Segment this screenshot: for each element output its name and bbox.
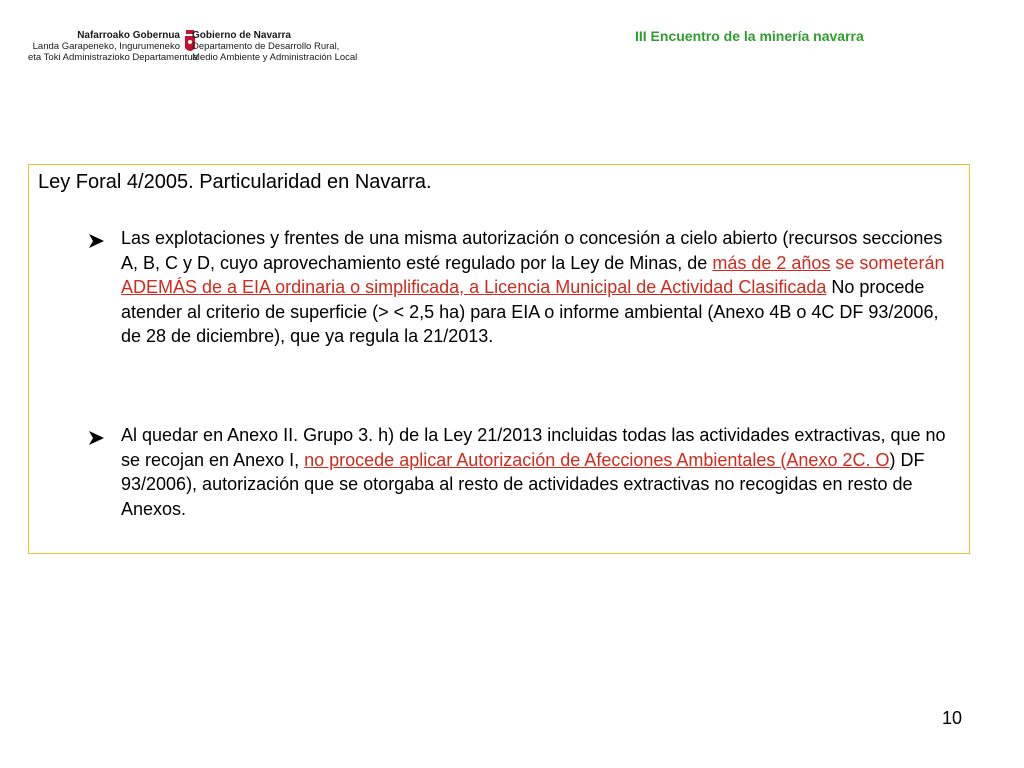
- page-number: 10: [942, 708, 963, 728]
- bullet1-highlight-1: más de 2 años: [712, 252, 831, 273]
- logo-navarra-line2: Departamento de Desarrollo Rural,: [192, 41, 340, 52]
- arrow-bullet-icon: [88, 430, 106, 446]
- arrow-bullet-icon: [88, 233, 106, 249]
- event-title: III Encuentro de la minería navarra: [635, 28, 864, 44]
- logo-navarra-line1: Gobierno de Navarra: [192, 30, 291, 41]
- logo-basque-line2: Landa Garapeneko, Ingurumeneko: [32, 41, 180, 52]
- logo-nafarroako-gobernua: [28, 30, 196, 64]
- bullet1-highlight-2: ADEMÁS de a EIA ordinaria o simplificada, a Licencia Municipal de Actividad Clasificada: [121, 277, 827, 298]
- logo-basque-text: [28, 30, 198, 63]
- logo-navarra-line3: Medio Ambiente y Administración Local: [192, 52, 358, 63]
- logo-gobierno-de-navarra: [188, 30, 363, 64]
- logo-basque-line1: Nafarroako Gobernua: [77, 30, 180, 41]
- bullet2-text-2: ) DF 93/2006), autorización que se otorgaba al resto de actividades extractivas no recogidas en resto de Anexos.: [121, 449, 925, 519]
- bullet1-red-text: se someterán: [830, 252, 945, 273]
- bullet-paragraph-1: [121, 226, 963, 349]
- logo-basque-line3: eta Toki Administrazioko Departamentua: [28, 52, 198, 63]
- bullet2-highlight-1: no procede aplicar Autorización de Afecciones Ambientales (Anexo 2C. O: [304, 449, 890, 470]
- bullet1-text-1: Las explotaciones y frentes de una misma autorización o concesión a cielo abierto (recursos secciones A, B, C y D, cuyo aprovechamiento esté regulado por la Ley de Minas, de: [121, 228, 943, 273]
- slide-heading: Ley Foral 4/2005. Particularidad en Navarra.: [38, 171, 432, 193]
- logo-navarra-text: [192, 30, 357, 63]
- bullet-paragraph-2: [121, 423, 963, 521]
- bullet1-text-2: No procede atender al criterio de superficie (> < 2,5 ha) para EIA o informe ambiental (Anexo 4B o 4C DF 93/2006, de 28 de diciembre), que ya regula la 21/2013.: [121, 277, 939, 347]
- bullet2-text-1: Al quedar en Anexo II. Grupo 3. h) de la Ley 21/2013 incluidas todas las actividades extractivas, que no se recojan en Anexo I,: [121, 425, 946, 470]
